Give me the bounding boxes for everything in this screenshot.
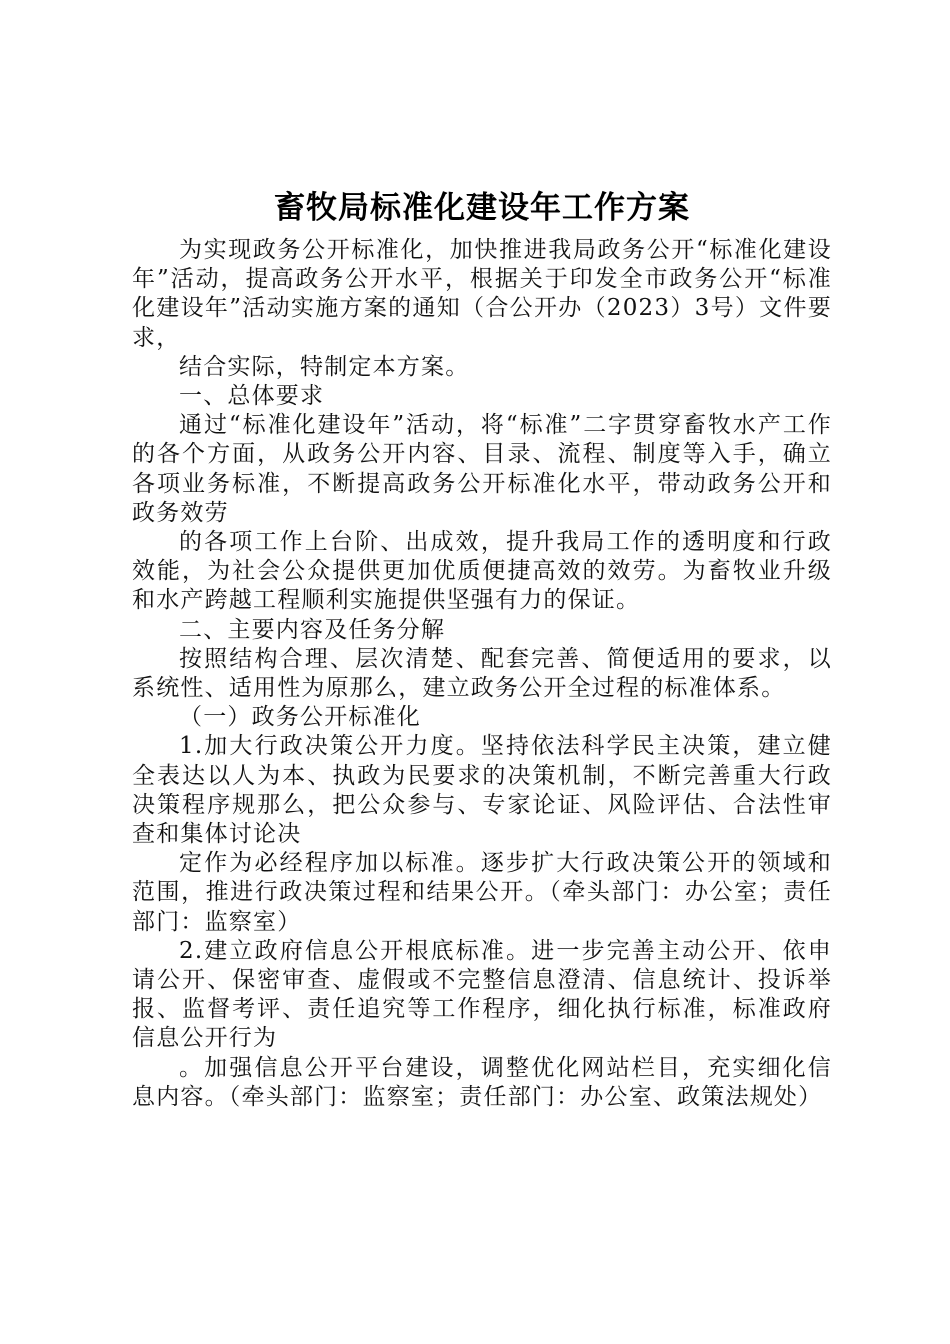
paragraph-general-2: 的各项工作上台阶、出成效，提升我局工作的透明度和行政效能，为社会公众提供更加优质便捷高效的效劳。为畜牧业升级和水产跨越工程顺利实施提供坚强有力的保证。 — [132, 529, 832, 614]
paragraph-intro-cont: 结合实际，特制定本方案。 — [179, 353, 470, 380]
paragraph-content: 按照结构合理、层次清楚、配套完善、简便适用的要求，以系统性、适用性为原那么，建立政务公开全过程的标准体系。 — [132, 645, 832, 702]
document-body — [132, 236, 832, 1112]
paragraph-intro: 为实现政务公开标准化，加快推进我局政务公开“标准化建设年”活动，提高政务公开水平，根据关于印发全市政务公开“标准化建设年”活动实施方案的通知（合公开办（2023）3号）文件要求， — [132, 237, 832, 351]
section-heading-content: 二、主要内容及任务分解 — [179, 616, 446, 643]
section-heading-general: 一、总体要求 — [179, 383, 325, 410]
subsection-heading: （一）政务公开标准化 — [179, 704, 421, 731]
paragraph-item-1: 1.加大行政决策公开力度。坚持依法科学民主决策，建立健全表达以人为本、执政为民要求的决策机制，不断完善重大行政决策程序规那么，把公众参与、专家论证、风险评估、合法性审查和集体讨论决 — [132, 733, 832, 848]
document-page — [132, 180, 832, 1112]
paragraph-item-2-cont: 。加强信息公开平台建设，调整优化网站栏目，充实细化信息内容。（牵头部门：监察室；责任部门：办公室、政策法规处） — [132, 1054, 832, 1110]
paragraph-item-2: 2.建立政府信息公开根底标准。进一步完善主动公开、依申请公开、保密审查、虚假或不完整信息澄清、信息统计、投诉举报、监督考评、责任追究等工作程序，细化执行标准，标准政府信息公开行为 — [132, 937, 832, 1052]
paragraph-general-1: 通过“标准化建设年”活动，将“标准”二字贯穿畜牧水产工作的各个方面，从政务公开内容、目录、流程、制度等入手，确立各项业务标准，不断提高政务公开标准化水平，带动政务公开和政务效劳 — [132, 412, 832, 526]
paragraph-item-1-cont: 定作为必经程序加以标准。逐步扩大行政决策公开的领域和范围，推进行政决策过程和结果公开。（牵头部门：办公室；责任部门：监察室） — [132, 850, 832, 935]
document-title: 畜牧局标准化建设年工作方案 — [274, 190, 690, 226]
